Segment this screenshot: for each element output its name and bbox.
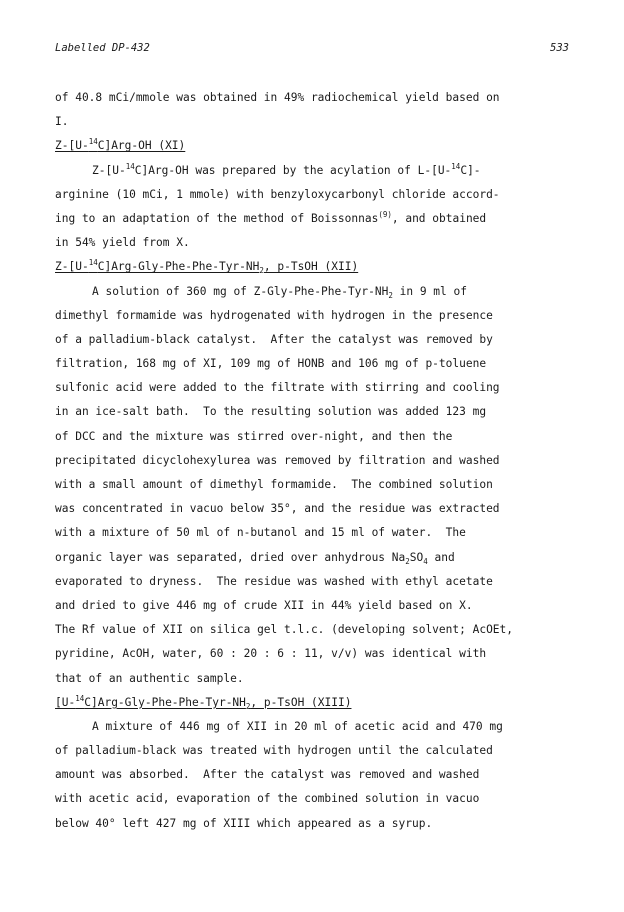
text-run: of a palladium-black catalyst. After the catalyst was removed by	[55, 332, 493, 346]
text-run: sulfonic acid were added to the filtrate with stirring and cooling	[55, 381, 500, 395]
text-line	[55, 352, 575, 376]
text-run: arginine (10 mCi, 1 mmole) with benzyloxycarbonyl chloride accord-	[55, 187, 500, 201]
text-line	[55, 231, 575, 255]
supscript-text: 14	[75, 693, 85, 703]
text-line	[55, 787, 575, 811]
text-line	[55, 667, 575, 691]
text-run: that of an authentic sample.	[55, 671, 244, 685]
text-line	[55, 400, 575, 424]
text-run: Z-[U-	[55, 139, 89, 153]
text-run: with acetic acid, evaporation of the combined solution in vacuo	[55, 792, 480, 806]
supscript-text: 14	[451, 161, 461, 171]
text-run: , and obtained	[391, 211, 487, 225]
text-run: of palladium-black was treated with hydrogen until the calculated	[55, 744, 493, 758]
text-line	[55, 642, 575, 666]
text-run: with a small amount of dimethyl formamide. The combined solution	[55, 478, 493, 491]
subscript-text: 2	[405, 556, 410, 566]
text-run: of 40.8 mCi/mmole was obtained in 49% radiochemical yield based on	[55, 91, 500, 104]
text-run: The Rf value of XII on silica gel t.l.c. (developing solvent; AcOEt,	[55, 623, 514, 637]
text-run: A mixture of 446 mg of XII in 20 ml of acetic acid and 470 mg	[92, 719, 503, 733]
text-line	[55, 86, 575, 110]
text-line	[55, 376, 575, 400]
text-line	[55, 280, 575, 304]
text-line	[55, 497, 575, 521]
supscript-text: 14	[88, 137, 98, 147]
text-run: precipitated dicyclohexylurea was removed by filtration and washed	[55, 453, 500, 467]
text-run: SO	[409, 550, 424, 564]
subscript-text: 4	[423, 556, 428, 566]
text-line	[55, 739, 575, 763]
text-line	[55, 763, 575, 787]
text-run: of DCC and the mixture was stirred over-night, and then the	[55, 429, 453, 443]
text-line	[55, 304, 575, 328]
text-run: ing to an adaptation of the method of Boissonnas	[55, 211, 379, 225]
text-run: , p-TsOH (XIII)	[250, 695, 352, 709]
running-title: Labelled DP-432	[55, 42, 150, 54]
subscript-text: 2	[245, 701, 251, 711]
text-line	[55, 715, 575, 739]
text-run: C]Arg-Gly-Phe-Phe-Tyr-NH	[84, 695, 246, 709]
section-heading	[55, 255, 575, 279]
text-line	[55, 594, 575, 618]
supscript-text: (9)	[378, 209, 392, 219]
section-heading	[55, 134, 575, 158]
text-line	[55, 425, 575, 449]
text-run: in an ice-salt bath. To the resulting solution was added 123 mg	[55, 405, 487, 419]
text-line	[55, 618, 575, 642]
text-run: in 54% yield from X.	[55, 236, 190, 250]
text-line	[55, 570, 575, 594]
text-run: filtration, 168 mg of XI, 109 mg of HONB and 106 mg of p-toluene	[55, 357, 487, 371]
text-line	[55, 159, 575, 183]
text-line	[55, 110, 575, 134]
text-run: Z-[U-	[92, 163, 126, 177]
text-line	[55, 812, 575, 836]
page-number: 533	[550, 42, 569, 54]
text-run: A solution of 360 mg of Z-Gly-Phe-Phe-Tyr-NH	[92, 284, 389, 298]
text-run: C]Arg-Gly-Phe-Phe-Tyr-NH	[97, 260, 260, 274]
text-run: dimethyl formamide was hydrogenated with hydrogen in the presence	[55, 308, 493, 322]
subscript-text: 2	[388, 290, 393, 300]
text-line	[55, 449, 575, 473]
text-run: Z-[U-	[55, 260, 89, 274]
text-run: pyridine, AcOH, water, 60 : 20 : 6 : 11, v/v) was identical with	[55, 647, 487, 661]
text-run: evaporated to dryness. The residue was washed with ethyl acetate	[55, 574, 493, 588]
text-run: , p-TsOH (XII)	[263, 260, 359, 274]
text-run: below 40° left 427 mg of XIII which appeared as a syrup.	[55, 816, 433, 830]
text-run: was concentrated in vacuo below 35°, and the residue was extracted	[55, 502, 500, 516]
text-run: organic layer was separated, dried over anhydrous Na	[55, 550, 406, 564]
page-header	[55, 42, 569, 58]
text-run: and	[427, 550, 455, 564]
text-run: and dried to give 446 mg of crude XII in 44% yield based on X.	[55, 598, 473, 612]
supscript-text: 14	[125, 161, 135, 171]
text-line	[55, 207, 575, 231]
text-line	[55, 328, 575, 352]
text-line	[55, 546, 575, 570]
document-body	[55, 86, 575, 836]
text-run: I.	[55, 115, 69, 129]
text-line	[55, 473, 575, 497]
text-run: C]Arg-OH (XI)	[97, 139, 186, 153]
text-run: C]Arg-OH was prepared by the acylation of L-[U-	[134, 163, 452, 177]
text-line	[55, 521, 575, 545]
supscript-text: 14	[88, 258, 98, 268]
subscript-text: 2	[259, 266, 264, 276]
text-run: in 9 ml of	[392, 284, 467, 298]
text-run: with a mixture of 50 ml of n-butanol and 15 ml of water. The	[55, 526, 466, 540]
text-run: amount was absorbed. After the catalyst was removed and washed	[55, 768, 480, 782]
text-run: [U-	[55, 695, 76, 709]
text-run: C]-	[460, 163, 481, 177]
text-line	[55, 183, 575, 207]
section-heading	[55, 691, 575, 715]
